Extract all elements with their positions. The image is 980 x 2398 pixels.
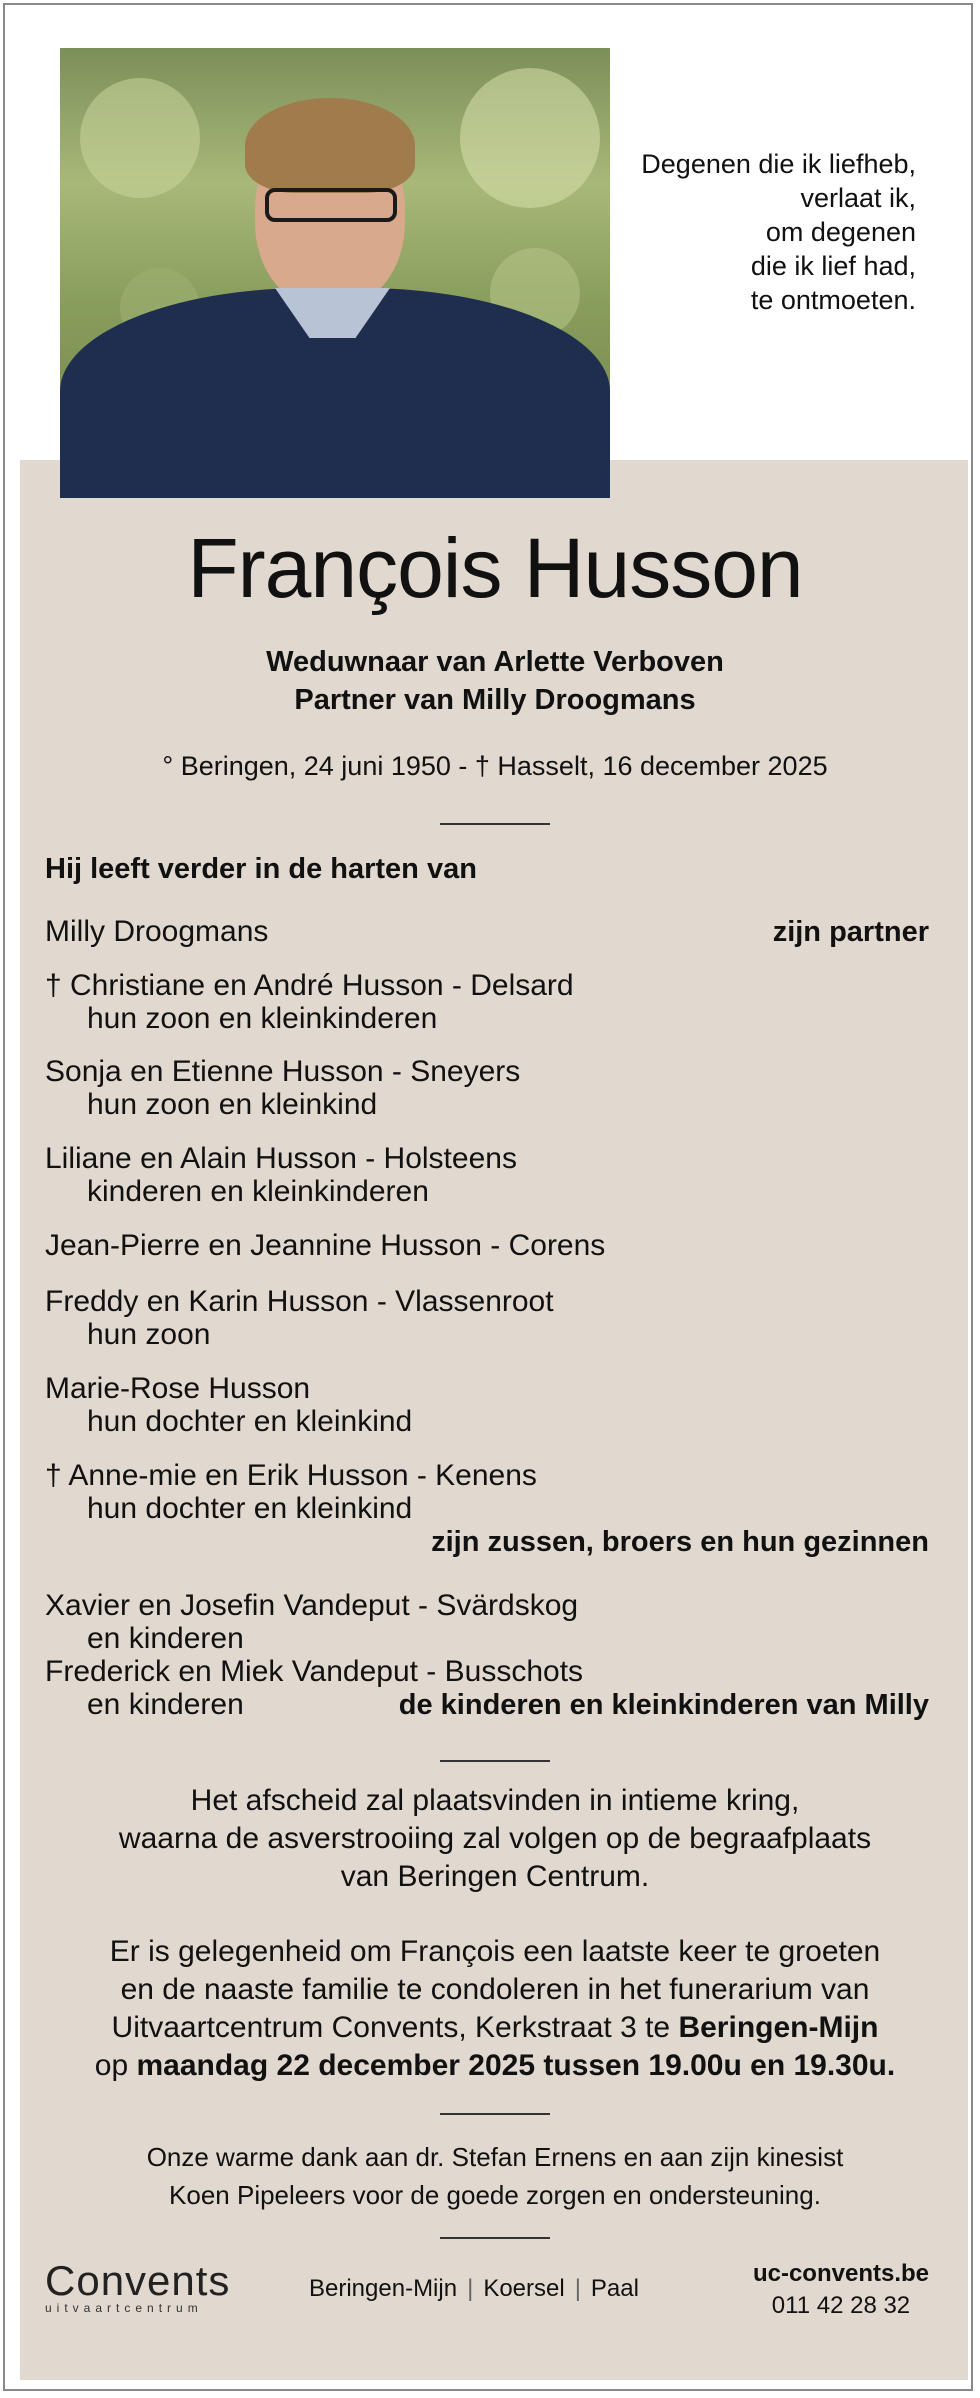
family-member: Marie-Rose Husson — [45, 1372, 311, 1405]
visit-address: Uitvaartcentrum Convents, Kerkstraat 3 te — [111, 2011, 679, 2044]
visit-line — [5, 2009, 980, 2047]
family-lead: Hij leeft verder in de harten van — [45, 853, 477, 885]
divider — [440, 2113, 550, 2115]
quote-line: verlaat ik, — [800, 183, 916, 213]
family-member-sub: en kinderen — [87, 1622, 244, 1655]
divider — [440, 2237, 550, 2239]
visit-line: en de naaste familie te condoleren in het funerarium van — [120, 1973, 870, 2006]
visit-location: Beringen-Mijn — [678, 2011, 879, 2044]
farewell-line: waarna de asverstrooiing zal volgen op de begraafplaats — [118, 1822, 872, 1855]
visit-prefix: op — [94, 2049, 137, 2082]
family-member: Freddy en Karin Husson - Vlassenroot — [45, 1285, 554, 1318]
family-member-sub: hun zoon — [87, 1318, 211, 1351]
family-role: zijn partner — [772, 916, 929, 948]
quote — [586, 147, 916, 317]
family-member-sub: hun zoon en kleinkinderen — [87, 1002, 438, 1035]
family-member: † Christiane en André Husson - Delsard — [45, 969, 574, 1002]
family-member: Sonja en Etienne Husson - Sneyers — [45, 1055, 521, 1088]
family-member: Liliane en Alain Husson - Holsteens — [45, 1142, 517, 1175]
siblings-role: zijn zussen, broers en hun gezinnen — [431, 1526, 929, 1558]
family-member-sub: hun dochter en kleinkind — [87, 1492, 413, 1525]
location: Beringen-Mijn — [309, 2275, 458, 2302]
family-member: Frederick en Miek Vandeput - Busschots — [45, 1655, 584, 1688]
visit-datetime: maandag 22 december 2025 tussen 19.00u en 19.30u. — [136, 2049, 896, 2082]
family-member-sub: hun zoon en kleinkind — [87, 1088, 378, 1121]
quote-line: om degenen — [765, 217, 916, 247]
relationship-lines — [5, 643, 980, 719]
funeral-home-logo — [45, 2257, 230, 2315]
location: Paal — [590, 2275, 639, 2302]
contact-info — [753, 2258, 929, 2322]
thanks-line: Onze warme dank aan dr. Stefan Ernens en aan zijn kinesist — [146, 2142, 844, 2172]
locations — [309, 2275, 639, 2303]
family-member-sub: kinderen en kleinkinderen — [87, 1175, 429, 1208]
partner-line: Partner van Milly Droogmans — [294, 684, 696, 716]
family-member: Milly Droogmans — [45, 915, 269, 948]
family-member: † Anne-mie en Erik Husson - Kenens — [45, 1459, 537, 1492]
quote-line: te ontmoeten. — [750, 285, 916, 315]
obituary-card — [3, 3, 973, 2391]
farewell-text — [5, 1782, 980, 1896]
milly-family-role: de kinderen en kleinkinderen van Milly — [398, 1689, 929, 1721]
quote-line: die ik lief had, — [750, 251, 916, 281]
thanks-text — [5, 2138, 980, 2214]
widower-line: Weduwnaar van Arlette Verboven — [266, 646, 724, 678]
separator: | — [467, 2275, 474, 2302]
birth-death-dates: ° Beringen, 24 juni 1950 - † Hasselt, 16 december 2025 — [162, 751, 828, 781]
deceased-name: François Husson — [187, 521, 803, 615]
family-member-sub: hun dochter en kleinkind — [87, 1405, 413, 1438]
visit-line: Er is gelegenheid om François een laatste keer te groeten — [109, 1935, 881, 1968]
family-member: Xavier en Josefin Vandeput - Svärdskog — [45, 1589, 579, 1622]
portrait-photo — [60, 48, 610, 498]
phone-number: 011 42 28 32 — [771, 2292, 911, 2319]
brand-tagline: uitvaartcentrum — [45, 2301, 203, 2315]
brand-name: Convents — [45, 2257, 231, 2304]
location: Koersel — [483, 2275, 565, 2302]
family-member-sub: en kinderen — [87, 1688, 244, 1721]
quote-line: Degenen die ik liefheb, — [641, 149, 916, 179]
divider — [440, 1760, 550, 1762]
thanks-line: Koen Pipeleers voor de goede zorgen en ondersteuning. — [169, 2180, 821, 2210]
website-link[interactable]: uc-convents.be — [752, 2260, 929, 2287]
farewell-line: Het afscheid zal plaatsvinden in intieme kring, — [190, 1784, 800, 1817]
visitation-text — [5, 1933, 980, 2085]
separator: | — [574, 2275, 581, 2302]
farewell-line: van Beringen Centrum. — [340, 1860, 650, 1893]
divider — [440, 823, 550, 825]
visit-line — [5, 2047, 980, 2085]
family-member: Jean-Pierre en Jeannine Husson - Corens — [45, 1229, 606, 1262]
